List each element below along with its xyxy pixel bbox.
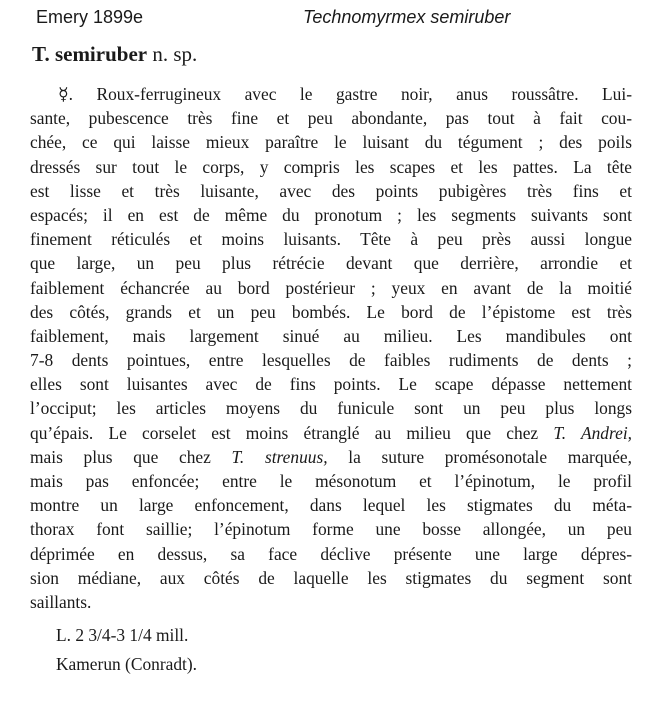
description-line: l’occiput; les articles moyens du funicule sont un peu plus longs [30, 398, 632, 419]
species-title [32, 42, 197, 67]
taxon-reference: T. strenuus, [231, 446, 328, 467]
description-line: est lisse et très luisante, avec des points pubigères très fins et [30, 180, 632, 201]
species-name: T. semiruber [32, 42, 148, 66]
description-line [30, 445, 632, 469]
species-description [30, 82, 632, 614]
header-author: Emery 1899e [36, 7, 144, 27]
description-line: espacés; il en est de même du pronotum ; les segments suivants sont [30, 204, 632, 225]
description-line: finement réticulés et moins luisants. Tête à peu près aussi longue [30, 229, 632, 250]
description-line: faiblement, mais largement sinué au milieu. Les mandibules ont [30, 325, 632, 346]
description-line: que large, un peu plus rétrécie devant que derrière, arrondie et [30, 253, 632, 274]
species-status: n. sp. [152, 42, 198, 66]
description-line: montre un large enfoncement, dans lequel les stigmates du méta- [30, 495, 632, 516]
line-text: la suture promésonotale marquée, [327, 446, 632, 467]
body-length: L. 2 3/4-3 1/4 mill. [56, 625, 189, 645]
line-text: qu’épais. Le corselet est moins étranglé au milieu que chez [30, 422, 554, 443]
description-line: dressés sur tout le corps, y compris les scapes et les pattes. La tête [30, 156, 632, 177]
description-line: faiblement échancrée au bord postérieur ; yeux en avant de la moitié [30, 277, 632, 298]
description-line: thorax font saillie; l’épinotum forme une bosse allongée, un peu [30, 519, 632, 540]
description-line: sion médiane, aux côtés de laquelle les stigmates du segment sont [30, 567, 632, 588]
description-line: saillants. [30, 591, 92, 612]
header-species: Technomyrmex semiruber [303, 7, 511, 27]
taxon-reference: T. Andrei, [553, 422, 632, 443]
description-line: mais pas enfoncée; entre le mésonotum et l’épinotum, le profil [30, 471, 632, 491]
description-line: chée, ce qui laisse mieux paraître le luisant du tégument ; des poils [30, 132, 632, 153]
description-line: ☿. Roux-ferrugineux avec le gastre noir, anus roussâtre. Lui- [58, 84, 632, 104]
line-text: mais plus que chez [30, 446, 232, 467]
description-line: 7-8 dents pointues, entre lesquelles de faibles rudiments de dents ; [30, 350, 632, 371]
description-line: sante, pubescence très fine et peu abondante, pas tout à fait cou- [30, 108, 632, 129]
type-locality: Kamerun (Conradt). [56, 654, 198, 674]
running-header [0, 7, 663, 31]
description-line: des côtés, grands et un peu bombés. Le bord de l’épistome est très [30, 301, 632, 322]
description-line: elles sont luisantes avec de fins points. Le scape dépasse nettement [30, 374, 632, 395]
description-line [30, 421, 632, 445]
description-line: déprimée en dessus, sa face déclive présente une large dépres- [30, 543, 632, 564]
